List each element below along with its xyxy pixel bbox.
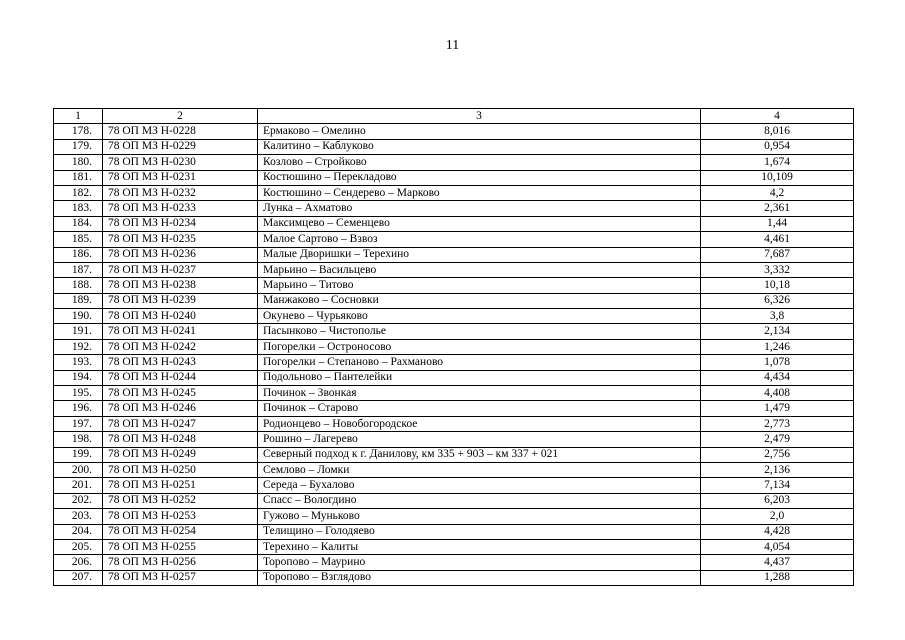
table-row: [54, 539, 854, 554]
road-id-cell: 78 ОП МЗ Н-0245: [103, 386, 258, 401]
table-row: [54, 155, 854, 170]
header-row: [54, 109, 854, 124]
road-name-cell: Середа – Бухалово: [258, 478, 701, 493]
road-name-cell: Костюшино – Перекладово: [258, 170, 701, 185]
road-name-cell: Костюшино – Сендерево – Марково: [258, 185, 701, 200]
road-name-cell: Спасс – Вологдино: [258, 493, 701, 508]
road-name-cell: Родионцево – Новобогородское: [258, 416, 701, 431]
road-id-cell: 78 ОП МЗ Н-0251: [103, 478, 258, 493]
road-length-cell: 2,361: [701, 201, 854, 216]
road-length-cell: 2,773: [701, 416, 854, 431]
road-id-cell: 78 ОП МЗ Н-0250: [103, 462, 258, 477]
table-row: [54, 124, 854, 139]
table-row: [54, 262, 854, 277]
road-name-cell: Семлово – Ломки: [258, 462, 701, 477]
table-row: [54, 324, 854, 339]
road-id-cell: 78 ОП МЗ Н-0234: [103, 216, 258, 231]
road-name-cell: Терехино – Калиты: [258, 539, 701, 554]
road-length-cell: 4,2: [701, 185, 854, 200]
road-length-cell: 4,054: [701, 539, 854, 554]
header-col-1: 1: [54, 109, 103, 124]
road-id-cell: 78 ОП МЗ Н-0247: [103, 416, 258, 431]
table-row: [54, 432, 854, 447]
road-name-cell: Манжаково – Сосновки: [258, 293, 701, 308]
road-id-cell: 78 ОП МЗ Н-0238: [103, 278, 258, 293]
road-length-cell: 2,0: [701, 509, 854, 524]
road-name-cell: Починок – Старово: [258, 401, 701, 416]
road-id-cell: 78 ОП МЗ Н-0244: [103, 370, 258, 385]
row-number-cell: 202.: [54, 493, 103, 508]
road-id-cell: 78 ОП МЗ Н-0257: [103, 570, 258, 585]
road-name-cell: Лунка – Ахматово: [258, 201, 701, 216]
row-number-cell: 207.: [54, 570, 103, 585]
road-id-cell: 78 ОП МЗ Н-0235: [103, 232, 258, 247]
road-length-cell: 1,44: [701, 216, 854, 231]
row-number-cell: 194.: [54, 370, 103, 385]
road-name-cell: Погорелки – Степаново – Рахманово: [258, 355, 701, 370]
road-id-cell: 78 ОП МЗ Н-0230: [103, 155, 258, 170]
road-length-cell: 3,332: [701, 262, 854, 277]
road-length-cell: 0,954: [701, 139, 854, 154]
road-name-cell: Малое Сартово – Взвоз: [258, 232, 701, 247]
road-id-cell: 78 ОП МЗ Н-0248: [103, 432, 258, 447]
road-name-cell: Гужово – Муньково: [258, 509, 701, 524]
road-length-cell: 4,461: [701, 232, 854, 247]
road-id-cell: 78 ОП МЗ Н-0253: [103, 509, 258, 524]
road-id-cell: 78 ОП МЗ Н-0239: [103, 293, 258, 308]
row-number-cell: 197.: [54, 416, 103, 431]
road-length-cell: 4,437: [701, 555, 854, 570]
table-row: [54, 216, 854, 231]
row-number-cell: 206.: [54, 555, 103, 570]
road-name-cell: Рошино – Лагерево: [258, 432, 701, 447]
table-row: [54, 339, 854, 354]
row-number-cell: 195.: [54, 386, 103, 401]
road-length-cell: 2,134: [701, 324, 854, 339]
row-number-cell: 189.: [54, 293, 103, 308]
table-row: [54, 555, 854, 570]
road-name-cell: Ермаково – Омелино: [258, 124, 701, 139]
row-number-cell: 185.: [54, 232, 103, 247]
row-number-cell: 188.: [54, 278, 103, 293]
road-id-cell: 78 ОП МЗ Н-0229: [103, 139, 258, 154]
road-id-cell: 78 ОП МЗ Н-0236: [103, 247, 258, 262]
page-number: 11: [445, 38, 460, 53]
road-length-cell: 1,078: [701, 355, 854, 370]
road-name-cell: Телищино – Голодяево: [258, 524, 701, 539]
road-length-cell: 6,203: [701, 493, 854, 508]
row-number-cell: 184.: [54, 216, 103, 231]
road-name-cell: Северный подход к г. Данилову, км 335 + 903 – км 337 + 021: [258, 447, 701, 462]
road-id-cell: 78 ОП МЗ Н-0242: [103, 339, 258, 354]
table-row: [54, 401, 854, 416]
road-name-cell: Марьино – Васильцево: [258, 262, 701, 277]
row-number-cell: 201.: [54, 478, 103, 493]
road-length-cell: 6,326: [701, 293, 854, 308]
table-row: [54, 309, 854, 324]
road-id-cell: 78 ОП МЗ Н-0254: [103, 524, 258, 539]
road-length-cell: 1,288: [701, 570, 854, 585]
road-length-cell: 7,687: [701, 247, 854, 262]
table-row: [54, 493, 854, 508]
row-number-cell: 187.: [54, 262, 103, 277]
row-number-cell: 182.: [54, 185, 103, 200]
road-id-cell: 78 ОП МЗ Н-0255: [103, 539, 258, 554]
road-id-cell: 78 ОП МЗ Н-0240: [103, 309, 258, 324]
road-length-cell: 8,016: [701, 124, 854, 139]
road-name-cell: Максимцево – Семенцево: [258, 216, 701, 231]
road-name-cell: Марьино – Титово: [258, 278, 701, 293]
table-row: [54, 386, 854, 401]
row-number-cell: 203.: [54, 509, 103, 524]
row-number-cell: 198.: [54, 432, 103, 447]
table-row: [54, 139, 854, 154]
road-name-cell: Козлово – Стройково: [258, 155, 701, 170]
table-row: [54, 232, 854, 247]
row-number-cell: 178.: [54, 124, 103, 139]
road-id-cell: 78 ОП МЗ Н-0249: [103, 447, 258, 462]
road-id-cell: 78 ОП МЗ Н-0256: [103, 555, 258, 570]
road-name-cell: Починок – Звонкая: [258, 386, 701, 401]
table-row: [54, 370, 854, 385]
row-number-cell: 199.: [54, 447, 103, 462]
row-number-cell: 179.: [54, 139, 103, 154]
table-row: [54, 570, 854, 585]
road-length-cell: 1,246: [701, 339, 854, 354]
table-row: [54, 524, 854, 539]
table-row: [54, 170, 854, 185]
row-number-cell: 192.: [54, 339, 103, 354]
row-number-cell: 190.: [54, 309, 103, 324]
table-row: [54, 416, 854, 431]
row-number-cell: 200.: [54, 462, 103, 477]
road-length-cell: 4,408: [701, 386, 854, 401]
road-id-cell: 78 ОП МЗ Н-0228: [103, 124, 258, 139]
row-number-cell: 180.: [54, 155, 103, 170]
table-row: [54, 462, 854, 477]
road-name-cell: Окунево – Чурьяково: [258, 309, 701, 324]
road-length-cell: 4,428: [701, 524, 854, 539]
road-name-cell: Торопово – Маурино: [258, 555, 701, 570]
road-name-cell: Подольново – Пантелейки: [258, 370, 701, 385]
road-length-cell: 2,479: [701, 432, 854, 447]
table-row: [54, 478, 854, 493]
road-id-cell: 78 ОП МЗ Н-0243: [103, 355, 258, 370]
road-id-cell: 78 ОП МЗ Н-0231: [103, 170, 258, 185]
road-length-cell: 2,136: [701, 462, 854, 477]
road-id-cell: 78 ОП МЗ Н-0232: [103, 185, 258, 200]
road-name-cell: Калитино – Каблуково: [258, 139, 701, 154]
row-number-cell: 193.: [54, 355, 103, 370]
road-name-cell: Малые Дворишки – Терехино: [258, 247, 701, 262]
road-id-cell: 78 ОП МЗ Н-0246: [103, 401, 258, 416]
header-col-2: 2: [103, 109, 258, 124]
table-row: [54, 185, 854, 200]
road-length-cell: 10,18: [701, 278, 854, 293]
road-id-cell: 78 ОП МЗ Н-0233: [103, 201, 258, 216]
road-id-cell: 78 ОП МЗ Н-0252: [103, 493, 258, 508]
road-name-cell: Пасынково – Чистополье: [258, 324, 701, 339]
table-header: [54, 109, 854, 124]
road-id-cell: 78 ОП МЗ Н-0241: [103, 324, 258, 339]
road-length-cell: 1,479: [701, 401, 854, 416]
road-name-cell: Погорелки – Остроносово: [258, 339, 701, 354]
road-name-cell: Торопово – Взглядово: [258, 570, 701, 585]
road-id-cell: 78 ОП МЗ Н-0237: [103, 262, 258, 277]
header-col-4: 4: [701, 109, 854, 124]
row-number-cell: 183.: [54, 201, 103, 216]
row-number-cell: 205.: [54, 539, 103, 554]
road-length-cell: 7,134: [701, 478, 854, 493]
table-row: [54, 278, 854, 293]
row-number-cell: 181.: [54, 170, 103, 185]
table-row: [54, 247, 854, 262]
road-length-cell: 3,8: [701, 309, 854, 324]
row-number-cell: 186.: [54, 247, 103, 262]
row-number-cell: 204.: [54, 524, 103, 539]
table-row: [54, 447, 854, 462]
road-length-cell: 1,674: [701, 155, 854, 170]
table-row: [54, 293, 854, 308]
header-col-3: 3: [258, 109, 701, 124]
road-length-cell: 10,109: [701, 170, 854, 185]
roads-table: [53, 108, 854, 586]
table-body: [54, 124, 854, 586]
road-length-cell: 2,756: [701, 447, 854, 462]
row-number-cell: 191.: [54, 324, 103, 339]
table-row: [54, 201, 854, 216]
row-number-cell: 196.: [54, 401, 103, 416]
table-row: [54, 355, 854, 370]
road-length-cell: 4,434: [701, 370, 854, 385]
table-row: [54, 509, 854, 524]
